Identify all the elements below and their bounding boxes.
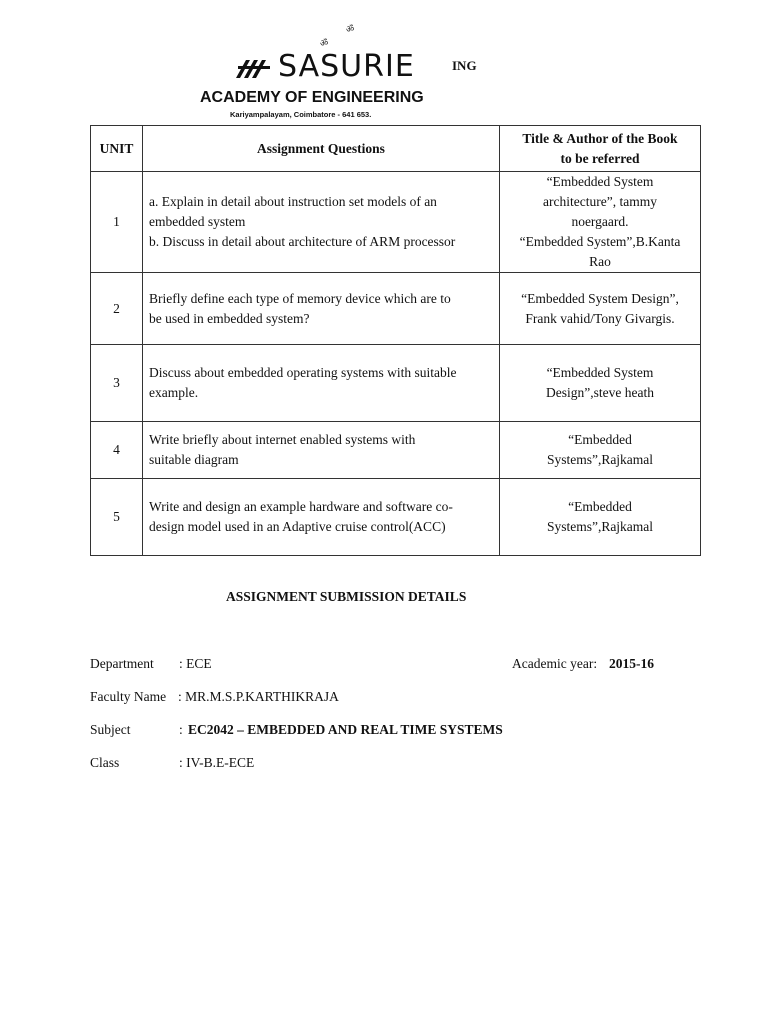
department-value: : ECE [179,656,212,671]
table-row [91,345,701,422]
question-line: be used in embedded system? [149,310,310,326]
book-line: Systems”,Rajkamal [546,452,654,467]
question-cell [143,479,500,556]
question-line: embedded system [149,214,246,229]
book-line: “Embedded System”,B.Kanta [519,234,681,249]
question-line: Write and design an example hardware and software co- [149,499,453,514]
subject-value: EC2042 – EMBEDDED AND REAL TIME SYSTEMS [188,722,503,737]
book-line: “Embedded System Design”, [521,290,679,306]
unit-cell: 5 [91,479,143,556]
question-line: Write briefly about internet enabled systems with [149,432,416,447]
question-cell [143,422,500,479]
book-cell [500,172,701,273]
book-line: “Embedded [568,499,632,514]
book-cell [500,479,701,556]
question-cell [143,172,500,273]
table-row [91,479,701,556]
question-line: example. [149,385,199,400]
question-line: design model used in an Adaptive cruise control(ACC) [149,519,446,534]
book-line: “Embedded [568,432,632,447]
book-cell [500,345,701,422]
book-line: Rao [589,254,611,269]
question-line: Discuss about embedded operating systems with suitable [149,365,457,380]
question-line: b. Discuss in detail about architecture of ARM processor [149,234,456,249]
table-row [91,422,701,479]
book-cell [500,422,701,479]
subject-label: Subject [90,722,131,737]
class-label: Class [90,755,120,770]
subject-colon: : [179,722,183,737]
logo-name: SASURIE [278,49,415,84]
question-line: a. Explain in detail about instruction set models of an [149,194,437,209]
department-label: Department [90,656,154,671]
header-book [500,126,701,172]
question-line: suitable diagram [149,452,239,467]
header-book-line: Title & Author of the Book [522,130,678,146]
table-row [91,172,701,273]
header-book-line: to be referred [560,150,640,166]
unit-cell: 3 [91,345,143,422]
om-symbol: ॐ [346,24,355,34]
book-line: Systems”,Rajkamal [546,519,654,534]
academic-year-label: Academic year: [512,656,598,671]
book-line: architecture”, tammy [543,194,657,209]
table-row [91,273,701,345]
header-questions: Assignment Questions [143,126,500,172]
unit-cell: 2 [91,273,143,345]
book-line: Design”,steve heath [546,385,654,400]
unit-cell: 1 [91,172,143,273]
unit-cell: 4 [91,422,143,479]
logo-subtitle: ACADEMY OF ENGINEERING [200,89,424,106]
om-symbol: ॐ [320,38,329,48]
book-line: noergaard. [571,214,629,229]
faculty-label: Faculty Name [90,689,167,704]
faculty-value: : MR.M.S.P.KARTHIKRAJA [178,689,339,704]
class-value: : IV-B.E-ECE [179,755,255,770]
book-cell [500,273,701,345]
table-header-row [91,126,701,172]
academic-year-value: 2015-16 [609,656,654,671]
college-logo [198,22,488,122]
question-line: Briefly define each type of memory device which are to [149,290,451,306]
assignment-table [90,125,701,556]
question-cell [143,273,500,345]
book-line: “Embedded System [546,365,654,380]
logo-overlap-text: ING [452,58,477,73]
question-cell [143,345,500,422]
logo-address: Kariyampalayam, Coimbatore - 641 653. [230,110,372,119]
header-unit: UNIT [91,126,143,172]
book-line: Frank vahid/Tony Givargis. [525,310,675,326]
submission-heading: ASSIGNMENT SUBMISSION DETAILS [226,589,467,604]
logo-emblem-icon [236,60,270,78]
book-line: “Embedded System [546,174,654,189]
